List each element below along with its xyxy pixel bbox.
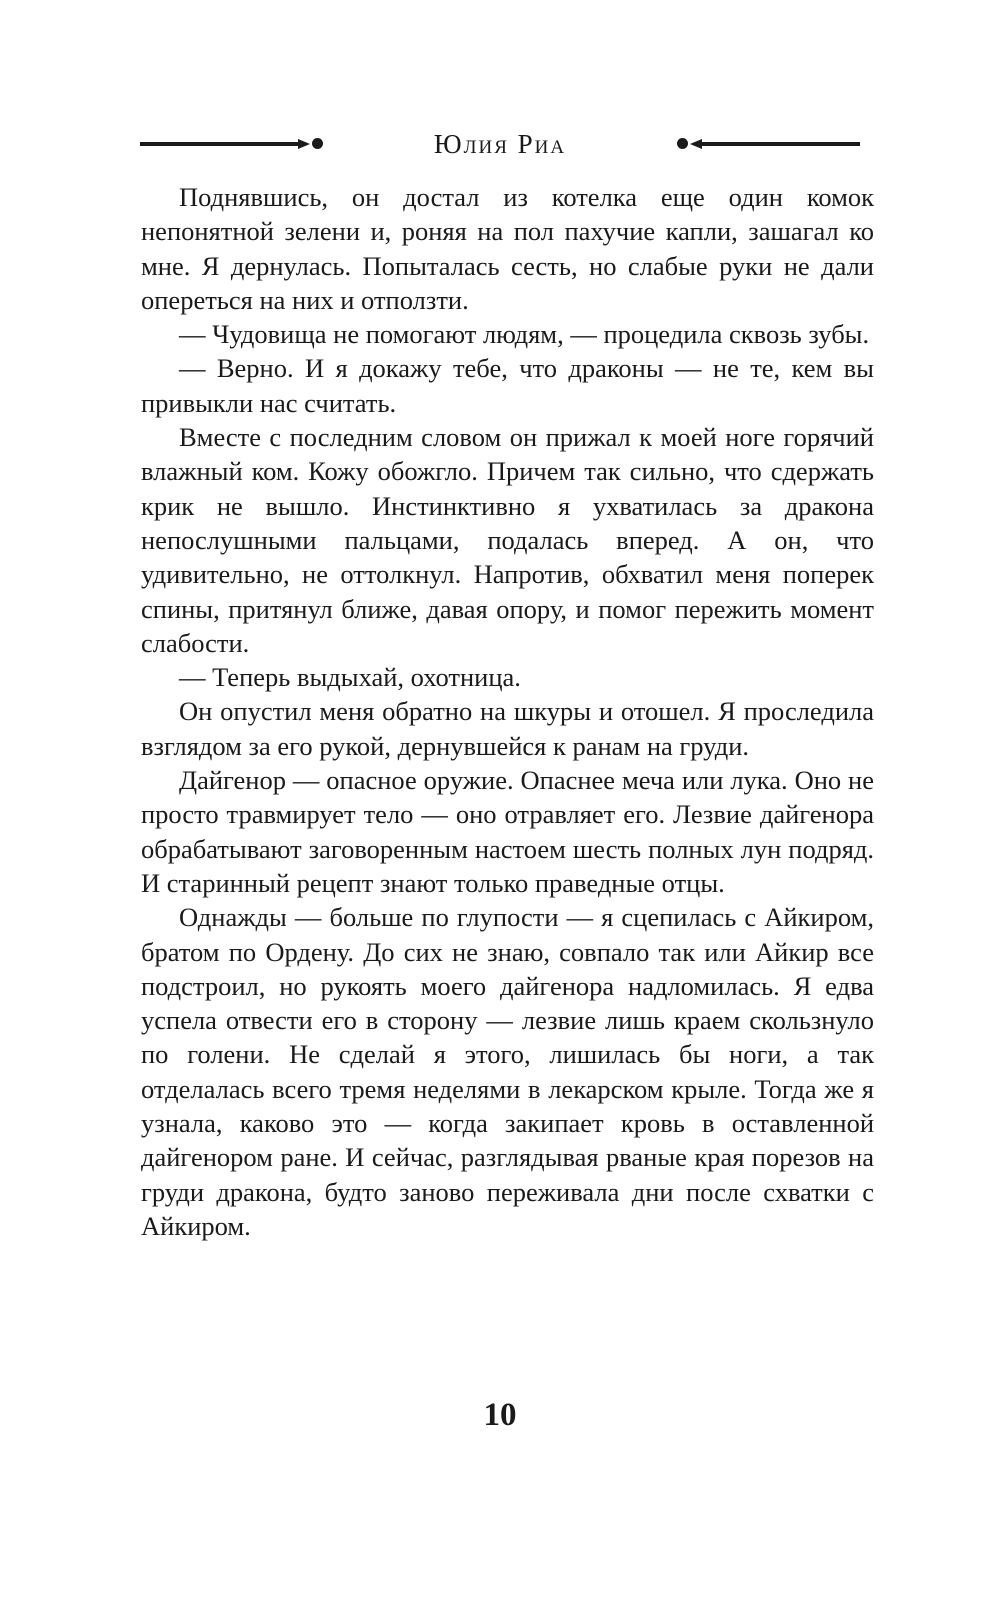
- paragraph: Поднявшись, он достал из котелка еще один комок непонятной зелени и, роняя на пол пахучие капли, зашагал ко мне. Я дернулась. Попыталась сесть, но слабые руки не дали опереться на них и отползти.: [141, 182, 874, 315]
- paragraph: Дайгенор — опасное оружие. Опаснее меча или лука. Оно не просто травмирует тело — оно отравляет его. Лезвие дайгенора обрабатывают заговоренным настоем шесть полных лун подряд. И старинный рецепт знают только праведные отцы.: [141, 765, 874, 898]
- author-name: Юлия Риа: [433, 129, 567, 159]
- header-right-ornament: [700, 142, 860, 146]
- paragraph: — Верно. И я докажу тебе, что драконы — не те, кем вы привыкли нас считать.: [141, 353, 874, 418]
- paragraph: Однажды — больше по глупости — я сцепилась с Айкиром, братом по Ордену. До сих не знаю, совпало так или Айкир все подстроил, но рукоять моего дайгенора надломилась. Я едва успела отвести его в сторону — лезвие лишь краем скользнуло по голени. Не сделай я этого, лишилась бы ноги, а так отделалась всего тремя неделями в лекарском крыле. Тогда же я узнала, каково это — когда закипает кровь в оставленной дайгенором ране. И сейчас, разглядывая рваные края порезов на груди дракона, будто заново переживала дни после схватки с Айкиром.: [141, 902, 874, 1241]
- header-right-dot: [677, 138, 688, 149]
- paragraph: — Чудовища не помогают людям, — процедила сквозь зубы.: [179, 319, 870, 350]
- page-number: 10: [483, 1397, 517, 1433]
- body-text: [141, 180, 874, 1243]
- paragraph: Вместе с последним словом он прижал к моей ноге горячий влажный ком. Кожу обожгло. Причем так сильно, что сдержать крик не вышло. Инстинктивно я ухватилась за дракона непослушными пальцами, подалась вперед. А он, что удивительно, не оттолкнул. Напротив, обхватил меня поперек спины, притянул ближе, давая опору, и помог пережить момент слабости.: [141, 422, 874, 658]
- paragraph: — Теперь выдыхай, охотница.: [179, 662, 521, 693]
- paragraph: Он опустил меня обратно на шкуры и отошел. Я проследила взглядом за его рукой, дернувшейся к ранам на груди.: [141, 696, 874, 761]
- running-header: [140, 124, 860, 164]
